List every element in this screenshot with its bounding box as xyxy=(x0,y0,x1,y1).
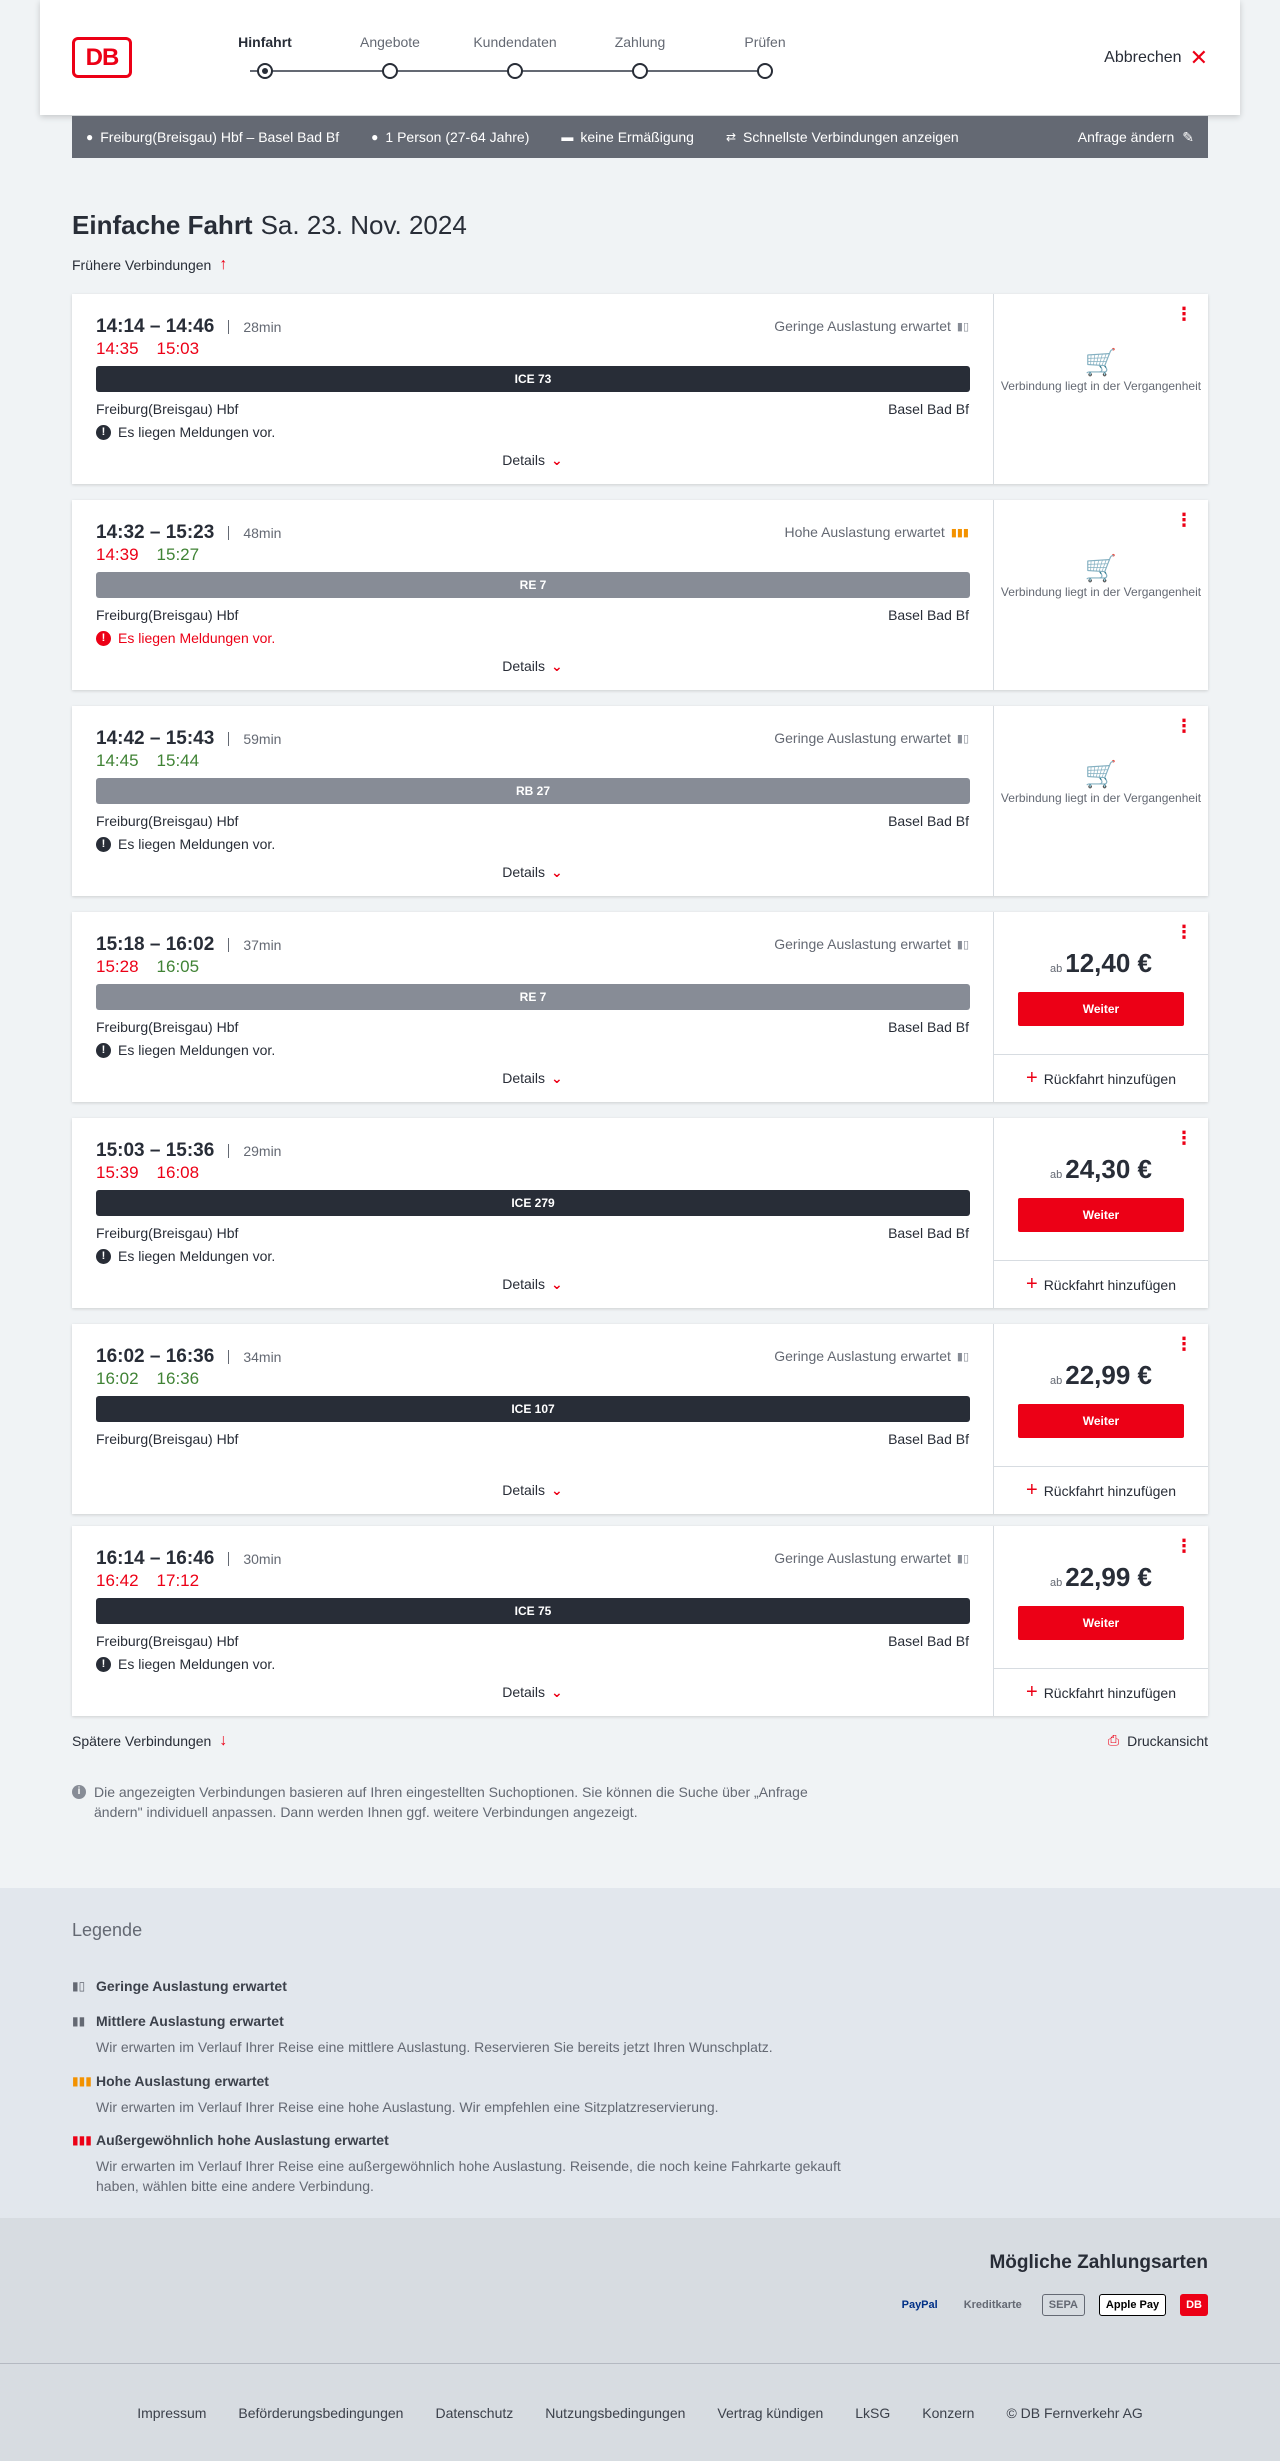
destination-station: Basel Bad Bf xyxy=(888,1633,969,1649)
return-label: Rückfahrt hinzufügen xyxy=(1043,1276,1176,1293)
chevron-down-icon: ⌄ xyxy=(551,1482,563,1498)
connection-main xyxy=(72,1324,994,1514)
cart-unavailable-icon: 🛒 xyxy=(1084,553,1118,583)
payment-title: Mögliche Zahlungsarten xyxy=(989,2252,1208,2273)
return-label: Rückfahrt hinzufügen xyxy=(1043,1070,1176,1087)
past-connection-note xyxy=(994,759,1208,806)
price-prefix: ab xyxy=(1050,1375,1063,1387)
connection-times xyxy=(96,316,281,338)
legend-item-exceptional xyxy=(72,2132,872,2196)
legend xyxy=(0,1888,1280,2218)
travellers-text: 1 Person (27-64 Jahre) xyxy=(385,129,530,145)
connection-card xyxy=(72,1324,1208,1514)
past-connection-note xyxy=(994,553,1208,600)
fastest-info xyxy=(726,129,959,145)
more-options-icon[interactable]: ⋮ xyxy=(1175,1128,1192,1148)
chevron-down-icon: ⌄ xyxy=(551,1684,563,1700)
destination-station: Basel Bad Bf xyxy=(888,1431,969,1447)
realtime-arrival: 15:27 xyxy=(156,545,200,564)
plus-icon: + xyxy=(1026,1681,1038,1703)
realtime xyxy=(96,957,199,977)
train-bar[interactable]: RE 7 xyxy=(96,572,970,598)
credit-card-icon: Kreditkarte xyxy=(963,2299,1022,2311)
legend-item-medium xyxy=(72,2013,872,2057)
notice-text: Es liegen Meldungen vor. xyxy=(118,630,276,646)
footer-link-impressum[interactable]: Impressum xyxy=(137,2404,207,2421)
bahncard-icon: ▬ xyxy=(561,130,574,144)
realtime-departure: 16:42 xyxy=(96,1571,139,1590)
realtime-arrival: 15:44 xyxy=(156,751,200,770)
info-note xyxy=(72,1782,852,1822)
planned-times: 14:32 – 15:23 xyxy=(96,522,215,543)
connection-card xyxy=(72,706,1208,896)
details-toggle[interactable] xyxy=(72,452,993,469)
realtime-departure: 14:39 xyxy=(96,545,139,564)
footer-link-befoerderung[interactable]: Beförderungsbedingungen xyxy=(238,2404,404,2421)
legend-item-low xyxy=(72,1978,287,1994)
step-dot xyxy=(757,63,773,79)
connection-times xyxy=(96,1548,281,1570)
medium-load-icon: ▮▮ xyxy=(72,2014,86,2028)
swap-icon: ⇄ xyxy=(725,130,737,144)
destination-station: Basel Bad Bf xyxy=(888,1019,969,1035)
step-angebote xyxy=(335,34,445,79)
step-label: Hinfahrt xyxy=(238,34,292,50)
chevron-down-icon: ⌄ xyxy=(551,1070,563,1086)
legend-item-desc: Wir erwarten im Verlauf Ihrer Reise eine hohe Auslastung. Wir empfehlen eine Sitzplatzreservierung. xyxy=(96,2099,719,2115)
weiter-button[interactable]: Weiter xyxy=(1018,1606,1184,1640)
step-dot xyxy=(507,63,523,79)
duration: 37min xyxy=(228,938,281,952)
step-label: Kundendaten xyxy=(473,34,557,50)
past-text: Verbindung liegt in der Vergangenheit xyxy=(1000,379,1202,393)
exceptional-load-icon: ▮▮▮ xyxy=(72,2133,92,2147)
alert-icon: ! xyxy=(96,1657,111,1672)
details-toggle[interactable] xyxy=(72,1276,993,1293)
realtime xyxy=(96,339,199,359)
details-label: Details xyxy=(502,452,546,468)
offer-panel xyxy=(994,1118,1208,1308)
add-return-button[interactable] xyxy=(994,1668,1208,1716)
details-label: Details xyxy=(502,864,546,880)
footer-copyright: © DB Fernverkehr AG xyxy=(1006,2404,1143,2421)
price-value: 22,99 € xyxy=(1065,1562,1152,1592)
notice xyxy=(96,1248,275,1264)
connection-main xyxy=(72,912,994,1102)
apple-pay-logo: Apple Pay xyxy=(1099,2294,1166,2316)
discount-info xyxy=(561,129,694,145)
chevron-down-icon: ⌄ xyxy=(551,1276,563,1292)
return-label: Rückfahrt hinzufügen xyxy=(1043,1482,1176,1499)
footer xyxy=(0,2363,1280,2461)
details-toggle[interactable] xyxy=(72,1070,993,1087)
load-text: Geringe Auslastung erwartet xyxy=(774,318,951,334)
title-main: Einfache Fahrt xyxy=(72,210,253,240)
more-options-icon[interactable]: ⋮ xyxy=(1175,304,1192,324)
train-bar[interactable]: ICE 73 xyxy=(96,366,970,392)
cancel-button[interactable] xyxy=(1104,47,1208,69)
price-prefix: ab xyxy=(1050,963,1063,975)
notice-text: Es liegen Meldungen vor. xyxy=(118,1042,276,1058)
weiter-button[interactable]: Weiter xyxy=(1018,992,1184,1026)
location-pin-icon: ● xyxy=(86,130,94,144)
past-text: Verbindung liegt in der Vergangenheit xyxy=(1000,585,1202,599)
legend-item-title: Geringe Auslastung erwartet xyxy=(96,1978,287,1994)
cancel-label: Abbrechen xyxy=(1104,49,1182,66)
origin-station: Freiburg(Breisgau) Hbf xyxy=(96,1633,239,1649)
price-prefix: ab xyxy=(1050,1577,1063,1589)
route-info xyxy=(86,129,339,145)
load-text: Geringe Auslastung erwartet xyxy=(774,936,951,952)
realtime-arrival: 16:08 xyxy=(156,1163,200,1182)
offer-panel xyxy=(994,500,1208,690)
notice-text: Es liegen Meldungen vor. xyxy=(118,424,276,440)
train-bar[interactable]: ICE 107 xyxy=(96,1396,970,1422)
page-title xyxy=(72,210,467,241)
weiter-button[interactable]: Weiter xyxy=(1018,1198,1184,1232)
price xyxy=(994,948,1208,979)
return-label: Rückfahrt hinzufügen xyxy=(1043,1684,1176,1701)
price xyxy=(994,1360,1208,1391)
price xyxy=(994,1154,1208,1185)
step-pruefen xyxy=(710,34,820,79)
destination-station: Basel Bad Bf xyxy=(888,1225,969,1241)
step-label: Prüfen xyxy=(744,34,786,50)
print-icon: ⎙ xyxy=(1107,1732,1120,1748)
footer-link-lksg[interactable]: LkSG xyxy=(855,2404,891,2421)
info-text: Die angezeigten Verbindungen basieren auf Ihren eingestellten Suchoptionen. Sie können die Suche über „Anfrage ändern" individuell anpassen. Dann werden Ihnen ggf. weitere Verbindungen angezeigt. xyxy=(94,1784,808,1820)
earlier-label: Frühere Verbindungen xyxy=(72,257,212,273)
plus-icon: + xyxy=(1026,1273,1038,1295)
alert-icon: ! xyxy=(96,837,111,852)
footer-link-konzern[interactable]: Konzern xyxy=(922,2404,975,2421)
arrow-up-icon: ↑ xyxy=(219,256,228,273)
info-icon: i xyxy=(72,1785,86,1799)
notice-text: Es liegen Meldungen vor. xyxy=(118,1656,276,1672)
realtime xyxy=(96,545,199,565)
paypal-logo: PayPal xyxy=(901,2299,938,2311)
offer-panel xyxy=(994,294,1208,484)
legend-title: Legende xyxy=(72,1920,143,1940)
legend-item-title: Außergewöhnlich hohe Auslastung erwartet xyxy=(96,2132,389,2148)
low-load-icon: ▮▯ xyxy=(72,1979,86,1993)
price xyxy=(994,1562,1208,1593)
pencil-icon: ✎ xyxy=(1182,128,1194,145)
details-label: Details xyxy=(502,1070,546,1086)
realtime-arrival: 15:03 xyxy=(156,339,200,358)
chevron-down-icon: ⌄ xyxy=(551,452,563,468)
realtime-departure: 16:02 xyxy=(96,1369,139,1388)
details-toggle[interactable] xyxy=(72,864,993,881)
train-bar[interactable]: ICE 279 xyxy=(96,1190,970,1216)
alert-icon: ! xyxy=(96,1043,111,1058)
details-toggle[interactable] xyxy=(72,658,993,675)
connection-main xyxy=(72,1118,994,1308)
duration: 30min xyxy=(228,1552,281,1566)
high-load-icon: ▮▮▮ xyxy=(950,526,969,539)
connection-card xyxy=(72,912,1208,1102)
realtime-arrival: 17:12 xyxy=(156,1571,200,1590)
search-summary-bar xyxy=(72,116,1208,158)
origin-station: Freiburg(Breisgau) Hbf xyxy=(96,1225,239,1241)
sepa-icon: SEPA xyxy=(1042,2294,1085,2316)
origin-station: Freiburg(Breisgau) Hbf xyxy=(96,401,239,417)
step-dot xyxy=(257,63,273,79)
print-label: Druckansicht xyxy=(1127,1732,1208,1749)
close-icon: ✕ xyxy=(1189,45,1208,70)
notice xyxy=(96,1042,275,1058)
details-label: Details xyxy=(502,658,546,674)
low-load-icon: ▮▯ xyxy=(956,1552,969,1565)
notice xyxy=(96,630,275,646)
connection-main xyxy=(72,706,994,896)
connection-card xyxy=(72,500,1208,690)
origin-station: Freiburg(Breisgau) Hbf xyxy=(96,607,239,623)
arrow-down-icon: ↓ xyxy=(219,1732,228,1749)
step-dot xyxy=(632,63,648,79)
connection-main xyxy=(72,500,994,690)
offer-panel xyxy=(994,1526,1208,1716)
alert-icon: ! xyxy=(96,1249,111,1264)
realtime xyxy=(96,751,199,771)
db-logo[interactable]: DB xyxy=(72,37,132,78)
add-return-button[interactable] xyxy=(994,1466,1208,1514)
payment-section xyxy=(0,2218,1280,2363)
destination-station: Basel Bad Bf xyxy=(888,607,969,623)
duration: 48min xyxy=(228,526,281,540)
low-load-icon: ▮▯ xyxy=(956,938,969,951)
price-value: 12,40 € xyxy=(1065,948,1152,978)
price-prefix: ab xyxy=(1050,1169,1063,1181)
step-label: Angebote xyxy=(360,34,420,50)
details-label: Details xyxy=(502,1276,546,1292)
discount-text: keine Ermäßigung xyxy=(580,129,694,145)
low-load-icon: ▮▯ xyxy=(956,732,969,745)
high-load-icon: ▮▮▮ xyxy=(72,2074,92,2088)
notice-text: Es liegen Meldungen vor. xyxy=(118,836,276,852)
travellers-info xyxy=(371,129,529,145)
realtime xyxy=(96,1571,199,1591)
load-indicator xyxy=(774,936,969,952)
legend-item-desc: Wir erwarten im Verlauf Ihrer Reise eine mittlere Auslastung. Reservieren Sie bereits jetzt Ihren Wunschplatz. xyxy=(96,2039,773,2055)
origin-station: Freiburg(Breisgau) Hbf xyxy=(96,1019,239,1035)
alert-icon: ! xyxy=(96,425,111,440)
offer-panel xyxy=(994,706,1208,896)
fastest-text: Schnellste Verbindungen anzeigen xyxy=(743,129,959,145)
offer-panel xyxy=(994,912,1208,1102)
alert-icon: ! xyxy=(96,631,111,646)
low-load-icon: ▮▯ xyxy=(956,320,969,333)
notice xyxy=(96,836,275,852)
duration: 34min xyxy=(228,1350,281,1364)
weiter-button[interactable]: Weiter xyxy=(1018,1404,1184,1438)
duration: 59min xyxy=(228,732,281,746)
load-text: Hohe Auslastung erwartet xyxy=(784,524,945,540)
load-indicator xyxy=(774,1348,969,1364)
realtime-arrival: 16:36 xyxy=(156,1369,200,1388)
low-load-icon: ▮▯ xyxy=(956,1350,969,1363)
origin-station: Freiburg(Breisgau) Hbf xyxy=(96,1431,239,1447)
planned-times: 15:03 – 15:36 xyxy=(96,1140,215,1161)
chevron-down-icon: ⌄ xyxy=(551,658,563,674)
later-label: Spätere Verbindungen xyxy=(72,1733,212,1749)
route-text: Freiburg(Breisgau) Hbf – Basel Bad Bf xyxy=(100,129,340,145)
train-bar[interactable]: ICE 75 xyxy=(96,1598,970,1624)
train-bar[interactable]: RB 27 xyxy=(96,778,970,804)
details-toggle[interactable] xyxy=(72,1684,993,1701)
realtime-departure: 14:45 xyxy=(96,751,139,770)
step-dot xyxy=(382,63,398,79)
change-request-button[interactable] xyxy=(1078,129,1194,146)
cart-unavailable-icon: 🛒 xyxy=(1084,347,1118,377)
load-text: Geringe Auslastung erwartet xyxy=(774,730,951,746)
connection-times xyxy=(96,1140,281,1162)
connection-times xyxy=(96,522,281,544)
footer-link-datenschutz[interactable]: Datenschutz xyxy=(435,2404,514,2421)
step-hinfahrt xyxy=(210,34,320,79)
connection-times xyxy=(96,1346,281,1368)
plus-icon: + xyxy=(1026,1067,1038,1089)
duration: 28min xyxy=(228,320,281,334)
notice xyxy=(96,1656,275,1672)
legend-item-desc: Wir erwarten im Verlauf Ihrer Reise eine außergewöhnlich hohe Auslastung. Reisende, die noch keine Fahrkarte gekauft haben, wählen bitte eine andere Verbindung. xyxy=(96,2158,841,2194)
db-pay-logo: DB xyxy=(1180,2294,1208,2316)
step-label: Zahlung xyxy=(614,34,666,50)
details-label: Details xyxy=(502,1482,546,1498)
planned-times: 15:18 – 16:02 xyxy=(96,934,215,955)
legend-item-title: Hohe Auslastung erwartet xyxy=(96,2073,269,2089)
cart-unavailable-icon: 🛒 xyxy=(1084,759,1118,789)
origin-station: Freiburg(Breisgau) Hbf xyxy=(96,813,239,829)
footer-link-nutzung[interactable]: Nutzungsbedingungen xyxy=(545,2404,686,2421)
connection-main xyxy=(72,1526,994,1716)
past-connection-note xyxy=(994,347,1208,394)
more-options-icon[interactable]: ⋮ xyxy=(1175,510,1192,530)
realtime xyxy=(96,1163,199,1183)
more-options-icon[interactable]: ⋮ xyxy=(1175,1536,1192,1556)
title-date: Sa. 23. Nov. 2024 xyxy=(260,210,467,240)
step-kundendaten xyxy=(460,34,570,79)
payment-logos xyxy=(896,2294,1208,2316)
print-view-button[interactable] xyxy=(1108,1732,1208,1749)
earlier-connections-link[interactable] xyxy=(72,256,227,274)
more-options-icon[interactable]: ⋮ xyxy=(1175,1334,1192,1354)
connection-card xyxy=(72,294,1208,484)
chevron-down-icon: ⌄ xyxy=(551,864,563,880)
planned-times: 14:42 – 15:43 xyxy=(96,728,215,749)
person-icon: ● xyxy=(371,130,379,144)
add-return-button[interactable] xyxy=(994,1260,1208,1308)
realtime-departure: 14:35 xyxy=(96,339,139,358)
later-connections-link[interactable] xyxy=(72,1732,227,1750)
planned-times: 14:14 – 14:46 xyxy=(96,316,215,337)
offer-panel xyxy=(994,1324,1208,1514)
load-text: Geringe Auslastung erwartet xyxy=(774,1550,951,1566)
planned-times: 16:14 – 16:46 xyxy=(96,1548,215,1569)
past-text: Verbindung liegt in der Vergangenheit xyxy=(1000,791,1202,805)
load-text: Geringe Auslastung erwartet xyxy=(774,1348,951,1364)
more-options-icon[interactable]: ⋮ xyxy=(1175,922,1192,942)
add-return-button[interactable] xyxy=(994,1054,1208,1102)
price-value: 24,30 € xyxy=(1065,1154,1152,1184)
realtime-arrival: 16:05 xyxy=(156,957,200,976)
details-label: Details xyxy=(502,1684,546,1700)
connection-times xyxy=(96,934,281,956)
realtime xyxy=(96,1369,199,1389)
load-indicator xyxy=(785,524,970,540)
notice xyxy=(96,424,275,440)
connection-card xyxy=(72,1118,1208,1308)
price-value: 22,99 € xyxy=(1065,1360,1152,1390)
legend-item-high xyxy=(72,2073,872,2117)
connection-card xyxy=(72,1526,1208,1716)
more-options-icon[interactable]: ⋮ xyxy=(1175,716,1192,736)
header xyxy=(40,0,1240,115)
legend-item-title: Mittlere Auslastung erwartet xyxy=(96,2013,284,2029)
load-indicator xyxy=(774,318,969,334)
details-toggle[interactable] xyxy=(72,1482,993,1499)
realtime-departure: 15:39 xyxy=(96,1163,139,1182)
notice-text: Es liegen Meldungen vor. xyxy=(118,1248,276,1264)
progress-steps xyxy=(210,34,786,84)
destination-station: Basel Bad Bf xyxy=(888,401,969,417)
destination-station: Basel Bad Bf xyxy=(888,813,969,829)
duration: 29min xyxy=(228,1144,281,1158)
connection-main xyxy=(72,294,994,484)
train-bar[interactable]: RE 7 xyxy=(96,984,970,1010)
load-indicator xyxy=(774,1550,969,1566)
realtime-departure: 15:28 xyxy=(96,957,139,976)
planned-times: 16:02 – 16:36 xyxy=(96,1346,215,1367)
connection-times xyxy=(96,728,281,750)
step-zahlung xyxy=(585,34,695,79)
change-label: Anfrage ändern xyxy=(1077,129,1175,145)
load-indicator xyxy=(774,730,969,746)
footer-link-kuendigen[interactable]: Vertrag kündigen xyxy=(717,2404,824,2421)
plus-icon: + xyxy=(1026,1479,1038,1501)
